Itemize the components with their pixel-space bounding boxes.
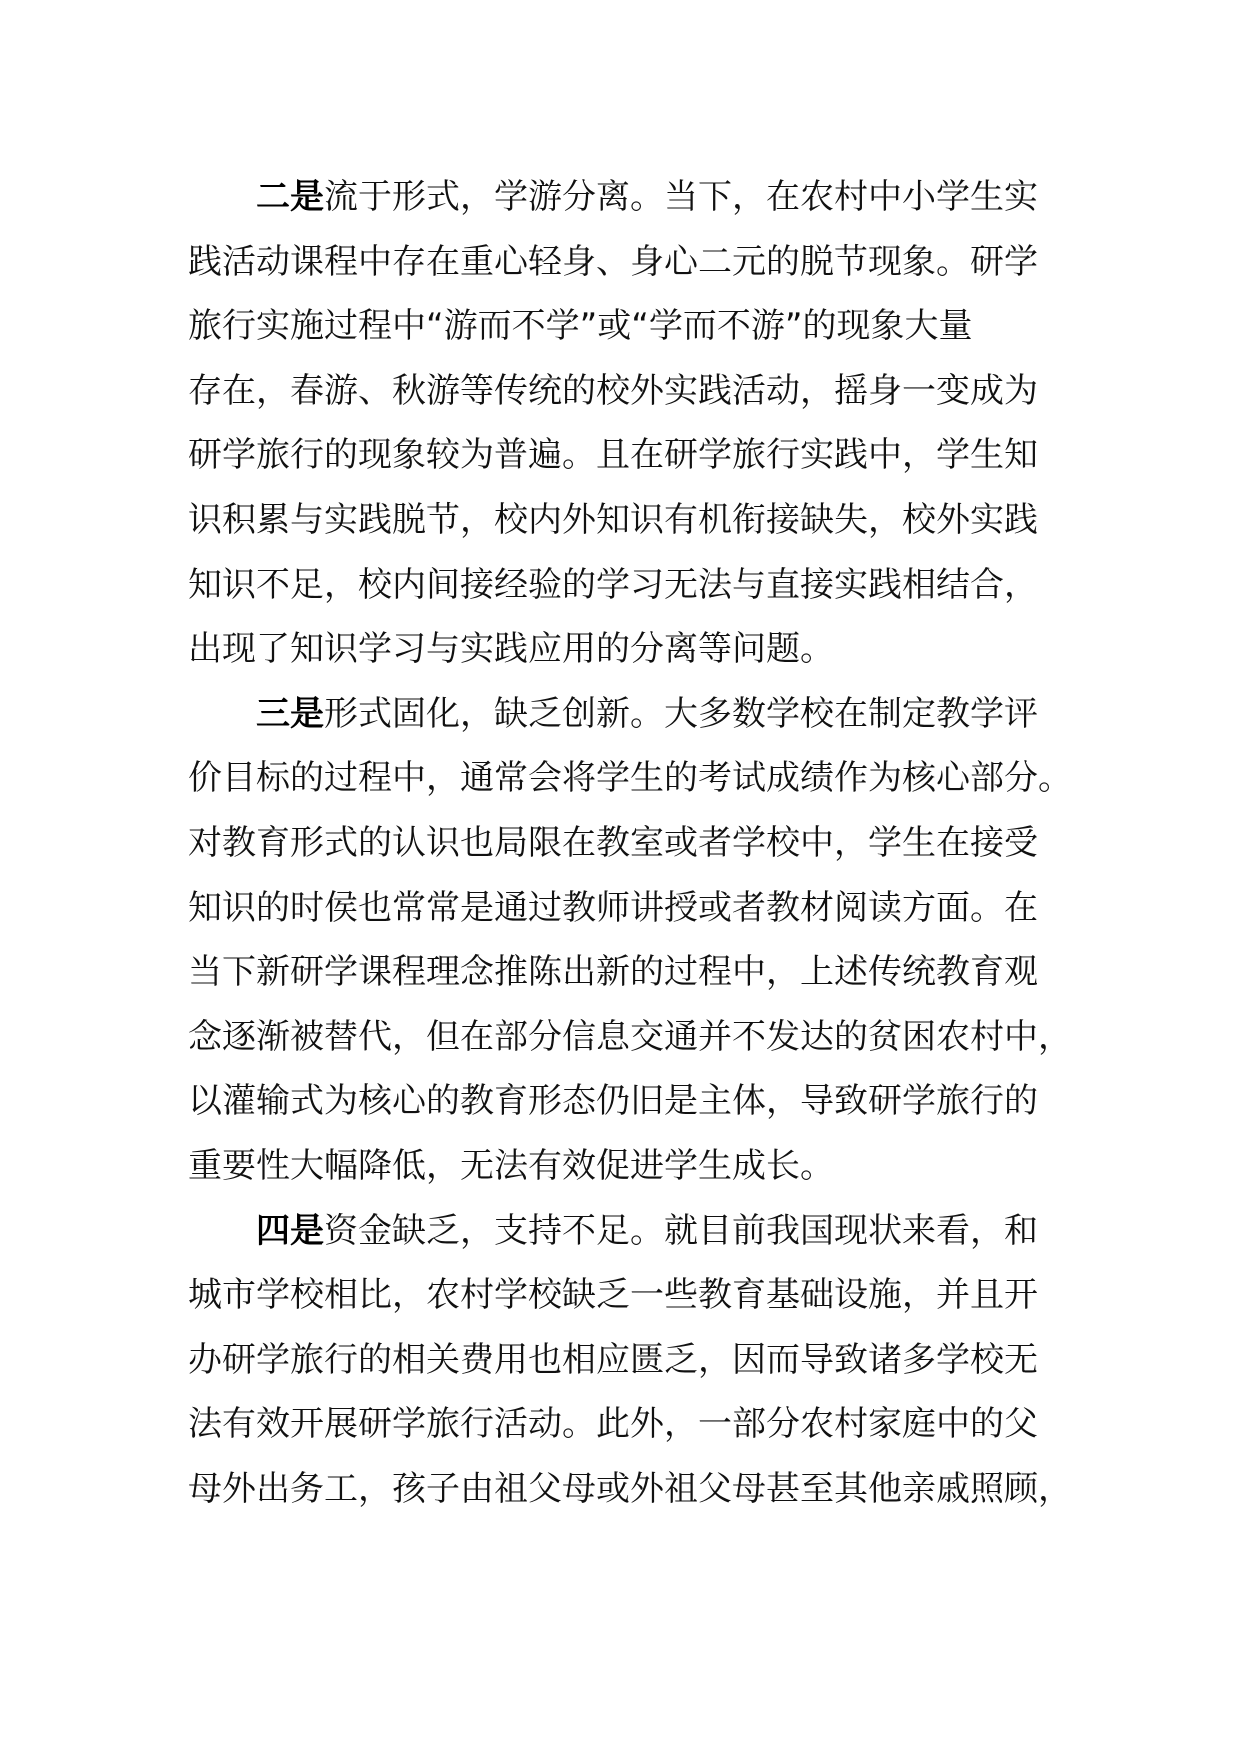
paragraph-line: 当下新研学课程理念推陈出新的过程中，上述传统教育观 (188, 952, 1038, 993)
paragraph-line: 重要性大幅降低，无法有效促进学生成长。 (188, 1145, 834, 1186)
paragraph-text: 资金缺乏，支持不足。就目前我国现状来看，和 (324, 1210, 1038, 1251)
paragraph-lead: 二是 (256, 177, 324, 217)
paragraph-four (188, 1199, 1072, 1522)
paragraph-line: 念逐渐被替代，但在部分信息交通并不发达的贫困农村中， (188, 1016, 1072, 1057)
paragraph-lead: 四是 (256, 1210, 324, 1251)
paragraph-three (188, 682, 1072, 1199)
paragraph-two (188, 165, 1038, 682)
paragraph-line: 办研学旅行的相关费用也相应匮乏，因而导致诸多学校无 (188, 1339, 1038, 1380)
paragraph-line (188, 165, 1038, 230)
paragraph-text: 流于形式，学游分离。当下，在农村中小学生实 (324, 177, 1038, 217)
paragraph-line: 研学旅行的现象较为普遍。且在研学旅行实践中，学生知 (188, 435, 1038, 476)
paragraph-line: 知识的时侯也常常是通过教师讲授或者教材阅读方面。在 (188, 887, 1038, 928)
document-body (188, 165, 1072, 1521)
paragraph-line (188, 682, 1038, 747)
paragraph-line: 存在，春游、秋游等传统的校外实践活动，摇身一变成为 (188, 370, 1038, 411)
paragraph-line: 以灌输式为核心的教育形态仍旧是主体，导致研学旅行的 (188, 1081, 1038, 1122)
paragraph-line: 母外出务工，孩子由祖父母或外祖父母甚至其他亲戚照顾， (188, 1468, 1072, 1509)
paragraph-line: 旅行实施过程中“游而不学”或“学而不游”的现象大量 (188, 306, 973, 347)
paragraph-line: 法有效开展研学旅行活动。此外，一部分农村家庭中的父 (188, 1404, 1038, 1445)
paragraph-line: 对教育形式的认识也局限在教室或者学校中，学生在接受 (188, 822, 1038, 863)
paragraph-line: 知识不足，校内间接经验的学习无法与直接实践相结合， (188, 564, 1038, 605)
paragraph-line: 城市学校相比，农村学校缺乏一些教育基础设施，并且开 (188, 1275, 1038, 1316)
paragraph-line: 出现了知识学习与实践应用的分离等问题。 (188, 629, 834, 670)
paragraph-line (188, 1199, 1038, 1264)
paragraph-line: 识积累与实践脱节，校内外知识有机衔接缺失，校外实践 (188, 499, 1038, 540)
paragraph-lead: 三是 (256, 693, 324, 734)
paragraph-text: 形式固化，缺乏创新。大多数学校在制定教学评 (324, 693, 1038, 734)
paragraph-line: 价目标的过程中，通常会将学生的考试成绩作为核心部分。 (188, 758, 1072, 799)
paragraph-line: 践活动课程中存在重心轻身、身心二元的脱节现象。研学 (188, 241, 1038, 282)
